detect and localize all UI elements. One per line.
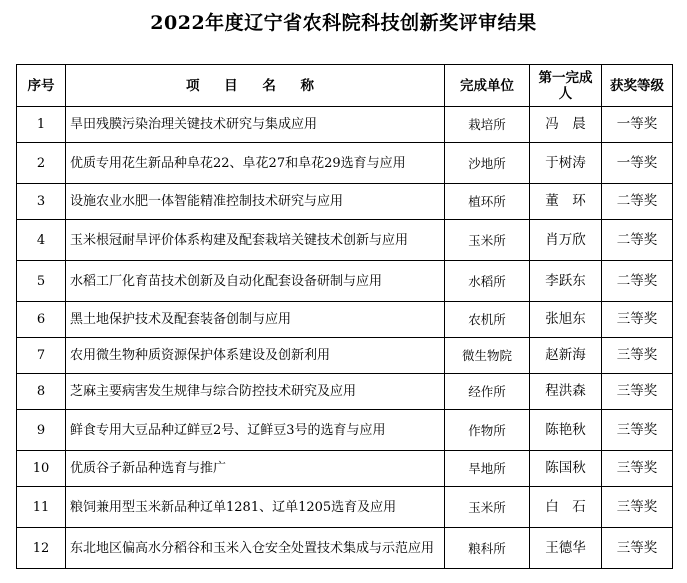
row-award-level: 三等奖 [602,338,673,374]
row-first-person: 于树涛 [530,143,602,184]
row-first-person: 白 石 [530,487,602,528]
table-row [17,184,673,220]
row-project-name: 粮饲兼用型玉米新品种辽单1281、辽单1205选育及应用 [66,487,445,528]
row-seq: 9 [17,410,66,451]
row-unit: 玉米所 [445,487,530,528]
row-seq: 3 [17,184,66,220]
table-row [17,528,673,569]
row-project-name: 农用微生物种质资源保护体系建设及创新利用 [66,338,445,374]
row-award-level: 一等奖 [602,143,673,184]
table-row [17,374,673,410]
row-award-level: 二等奖 [602,184,673,220]
row-project-name: 芝麻主要病害发生规律与综合防控技术研究及应用 [66,374,445,410]
row-seq: 11 [17,487,66,528]
row-project-name: 旱田残膜污染治理关键技术研究与集成应用 [66,107,445,143]
row-unit: 水稻所 [445,261,530,302]
row-award-level: 三等奖 [602,410,673,451]
row-seq: 2 [17,143,66,184]
row-project-name: 东北地区偏高水分稻谷和玉米入仓安全处置技术集成与示范应用 [66,528,445,569]
row-unit: 旱地所 [445,451,530,487]
row-first-person: 程洪森 [530,374,602,410]
row-first-person: 张旭东 [530,302,602,338]
row-award-level: 三等奖 [602,487,673,528]
row-first-person: 陈国秋 [530,451,602,487]
row-project-name: 黑土地保护技术及配套装备创制与应用 [66,302,445,338]
row-seq: 5 [17,261,66,302]
row-seq: 12 [17,528,66,569]
row-seq: 1 [17,107,66,143]
results-table [16,64,673,569]
row-award-level: 二等奖 [602,261,673,302]
header-award-level: 获奖等级 [602,65,673,107]
row-seq: 6 [17,302,66,338]
table-row [17,261,673,302]
row-project-name: 鲜食专用大豆品种辽鲜豆2号、辽鲜豆3号的选育与应用 [66,410,445,451]
table-row [17,143,673,184]
row-seq: 8 [17,374,66,410]
row-first-person: 肖万欣 [530,220,602,261]
row-unit: 粮科所 [445,528,530,569]
header-first-person: 第一完成人 [530,65,602,107]
row-seq: 4 [17,220,66,261]
row-unit: 栽培所 [445,107,530,143]
table-row [17,338,673,374]
row-unit: 沙地所 [445,143,530,184]
row-project-name: 玉米根冠耐旱评价体系构建及配套栽培关键技术创新与应用 [66,220,445,261]
row-first-person: 王德华 [530,528,602,569]
row-unit: 作物所 [445,410,530,451]
row-first-person: 冯 晨 [530,107,602,143]
row-award-level: 三等奖 [602,374,673,410]
row-first-person: 赵新海 [530,338,602,374]
row-project-name: 优质专用花生新品种阜花22、阜花27和阜花29选育与应用 [66,143,445,184]
table-row [17,302,673,338]
row-first-person: 李跃东 [530,261,602,302]
row-first-person: 董 环 [530,184,602,220]
row-unit: 微生物院 [445,338,530,374]
header-project-name: 项 目 名 称 [66,65,445,107]
table-body [17,107,673,569]
row-seq: 10 [17,451,66,487]
row-award-level: 二等奖 [602,220,673,261]
row-unit: 经作所 [445,374,530,410]
table-row [17,410,673,451]
row-award-level: 三等奖 [602,451,673,487]
row-award-level: 三等奖 [602,302,673,338]
row-award-level: 三等奖 [602,528,673,569]
row-unit: 玉米所 [445,220,530,261]
table-row [17,107,673,143]
table-row [17,220,673,261]
header-unit: 完成单位 [445,65,530,107]
row-project-name: 水稻工厂化育苗技术创新及自动化配套设备研制与应用 [66,261,445,302]
table-row [17,451,673,487]
row-first-person: 陈艳秋 [530,410,602,451]
row-seq: 7 [17,338,66,374]
row-project-name: 设施农业水肥一体智能精准控制技术研究与应用 [66,184,445,220]
row-project-name: 优质谷子新品种选育与推广 [66,451,445,487]
page-title: 2022年度辽宁省农科院科技创新奖评审结果 [150,12,537,34]
row-award-level: 一等奖 [602,107,673,143]
header-seq: 序号 [17,65,66,107]
row-unit: 农机所 [445,302,530,338]
table-header-row [17,65,673,107]
row-unit: 植环所 [445,184,530,220]
table-row [17,487,673,528]
